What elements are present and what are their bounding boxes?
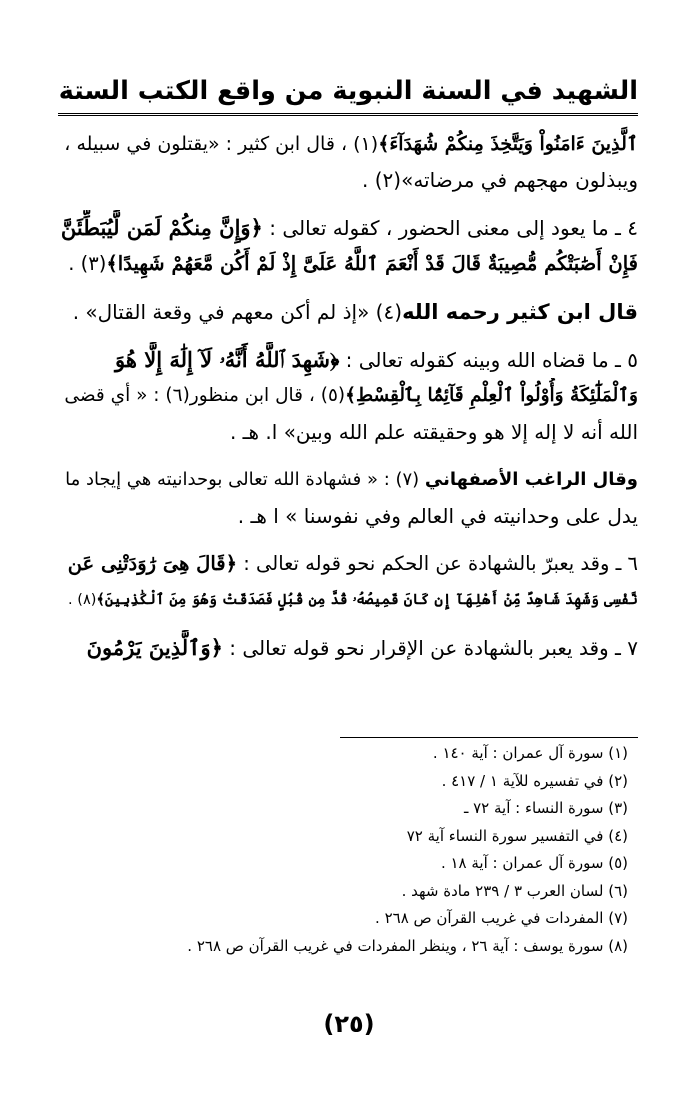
quran-verse: ﴿وَٱلَّذِينَ يَرْمُونَ — [86, 635, 223, 660]
quran-verse: نَّفْسِى وَشَهِدَ شَاهِدٌ مِّنْ أَهْلِهَآ إِن كَانَ قَمِيصُهُۥ قُدَّ مِن قُبُلٍ فَصَدَقَتْ وَهُوَ مِنَ ٱلْكَٰذِبِينَ﴾ — [96, 591, 638, 608]
text-line — [60, 498, 638, 534]
text-line — [60, 210, 638, 246]
text-run: (٤) «إذ لم أكن معهم في وقعة القتال» . — [72, 300, 403, 324]
quran-verse: ﴿وَإِنَّ مِنكُمْ لَمَن لَّيُبَطِّئَنَّ — [60, 215, 263, 240]
text-run: الله أنه لا إله إلا هو وحقيقته علم الله وبين» ا. هـ . — [229, 420, 638, 444]
text-run: ٤ ـ ما يعود إلى معنى الحضور ، كقوله تعالى : — [262, 216, 638, 240]
text-run: ويبذلون مهجهم في مرضاته»(٢) . — [362, 168, 638, 192]
text-run: ٦ ـ وقد يعبرّ بالشهادة عن الحكم نحو قوله تعالى : — [237, 552, 638, 575]
quran-verse: ﴿شَهِدَ ٱللَّهُ أَنَّهُۥ لَآ إِلَٰهَ إِلَّا هُوَ — [115, 347, 340, 372]
paragraph-gap — [60, 450, 638, 462]
paragraph-gap — [60, 534, 638, 546]
quran-verse: ٱلَّذِينَ ءَامَنُواْ وَيَتَّخِذَ مِنكُمْ شُهَدَآءَ﴾ — [378, 133, 638, 155]
bold-text: وقال الراغب الأصفهاني — [424, 469, 638, 490]
quran-verse: ﴿قَالَ هِىَ رَٰوَدَتْنِى عَن — [67, 552, 238, 575]
paragraph-gap — [60, 618, 638, 630]
text-line — [60, 582, 638, 618]
text-line — [60, 462, 638, 498]
header-divider — [58, 113, 638, 116]
paragraph-gap — [60, 330, 638, 342]
main-text — [60, 126, 638, 666]
text-line — [60, 246, 638, 282]
text-run: (٨) . — [68, 592, 97, 608]
text-line — [60, 342, 638, 378]
text-line — [60, 414, 638, 450]
text-line — [60, 294, 638, 330]
footnotes — [60, 740, 628, 960]
text-line — [60, 126, 638, 162]
text-run: ٥ ـ ما قضاه الله وبينه كقوله تعالى : — [339, 348, 638, 372]
text-run: (٧) : « فشهادة الله تعالى بوحدانيته هي إيجاد ما — [65, 469, 425, 490]
text-run: ٧ ـ وقد يعبر بالشهادة عن الإقرار نحو قوله تعالى : — [222, 636, 638, 660]
text-run: يدل على وحدانيته في العالم وفي نفوسنا » ا هـ . — [237, 504, 638, 528]
footnote-item: (٢) في تفسيره للآية ١ / ٤١٧ . — [441, 771, 628, 790]
paragraph-gap — [60, 198, 638, 210]
footnote-item: (٣) سورة النساء : آية ٧٢ ـ — [463, 799, 628, 817]
page-number: (٢٥) — [323, 1010, 375, 1038]
text-line — [60, 378, 638, 414]
bold-text: قال ابن كثير رحمه الله — [402, 300, 638, 324]
footnote-item: (٧) المفردات في غريب القرآن ص ٢٦٨ . — [375, 909, 628, 927]
footnote-divider — [340, 737, 638, 738]
footnote-item: (٥) سورة آل عمران : آية ١٨ . — [440, 854, 628, 872]
footnote-item: (٤) في التفسير سورة النساء آية ٧٢ — [406, 826, 628, 845]
footnote-item: (٨) سورة يوسف : آية ٢٦ ، وينظر المفردات في غريب القرآن ص ٢٦٨ . — [187, 936, 628, 955]
text-line — [60, 630, 638, 666]
quran-verse: فَإِنْ أَصَٰبَتْكُم مُّصِيبَةٌ قَالَ قَدْ أَنْعَمَ ٱللَّهُ عَلَىَّ إِذْ لَمْ أَكُن مَّعَهُمْ شَهِيدًا﴾ — [106, 252, 638, 275]
quran-verse: وَٱلْمَلَٰٓئِكَةُ وَأُوْلُواْ ٱلْعِلْمِ قَآئِمًۢا بِٱلْقِسْطِ﴾ — [345, 385, 638, 406]
text-run: (١) ، قال ابن كثير : «يقتلون في سبيله ، — [64, 133, 379, 155]
text-line — [60, 162, 638, 198]
footnote-item: (١) سورة آل عمران : آية ١٤٠ . — [432, 744, 628, 762]
text-run: (٣) . — [68, 252, 107, 275]
text-run: (٥) ، قال ابن منظور(٦) : « أي قضى — [64, 385, 346, 406]
running-header-title: الشهيد في السنة النبوية من واقع الكتب الستة — [58, 76, 638, 106]
footnote-item: (٦) لسان العرب ٣ / ٢٣٩ مادة شهد . — [401, 881, 628, 900]
paragraph-gap — [60, 282, 638, 294]
text-line — [60, 546, 638, 582]
